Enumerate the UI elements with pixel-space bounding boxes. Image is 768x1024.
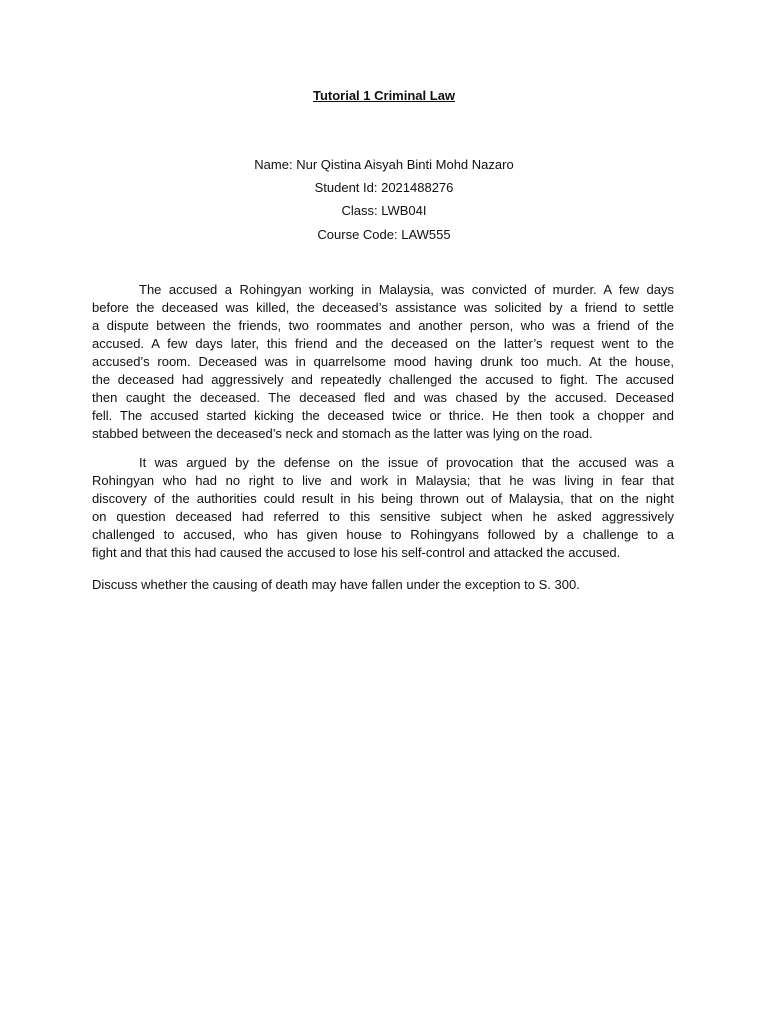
class: Class: LWB04I (341, 203, 427, 218)
text-line: stabbed between the deceased’s neck and stomach as the latter was lying on the road. (92, 426, 593, 441)
text-line: before the deceased was killed, the deceased’s assistance was solicited by a friend to settle (92, 300, 674, 315)
text-line: Rohingyan who had no right to live and work in Malaysia; that he was living in fear that (92, 473, 674, 488)
text-line: on question deceased had referred to this sensitive subject when he asked aggressively (92, 509, 674, 524)
text-line: the deceased had aggressively and repeatedly challenged the accused to fight. The accused (92, 372, 674, 387)
paragraph-facts (92, 281, 674, 443)
text-line: accused. A few days later, this friend and the deceased on the latter’s request went to the (92, 336, 674, 351)
text-line: discovery of the authorities could result in his being thrown out of Malaysia, that on the night (92, 491, 674, 506)
student-name: Name: Nur Qistina Aisyah Binti Mohd Nazaro (254, 157, 514, 172)
text-line: fell. The accused started kicking the deceased twice or thrice. He then took a chopper and (92, 408, 674, 423)
text-line: accused’s room. Deceased was in quarrelsome mood having drunk too much. At the house, (92, 354, 674, 369)
student-id: Student Id: 2021488276 (314, 180, 454, 195)
text-line: a dispute between the friends, two roommates and another person, who was a friend of the (92, 318, 674, 333)
document-title: Tutorial 1 Criminal Law (312, 88, 456, 103)
text-line: challenged to accused, who has given house to Rohingyans followed by a challenge to a (92, 527, 674, 542)
text-line: It was argued by the defense on the issue of provocation that the accused was a (139, 455, 674, 470)
text-line: Discuss whether the causing of death may have fallen under the exception to S. 300. (92, 577, 580, 592)
course-code: Course Code: LAW555 (317, 227, 451, 242)
paragraph-argument (92, 454, 674, 562)
paragraph-question (92, 576, 674, 594)
text-line: The accused a Rohingyan working in Malaysia, was convicted of murder. A few days (139, 282, 674, 297)
text-line: then caught the deceased. The deceased fled and was chased by the accused. Deceased (92, 390, 674, 405)
text-line: fight and that this had caused the accused to lose his self-control and attacked the accused. (92, 545, 621, 560)
